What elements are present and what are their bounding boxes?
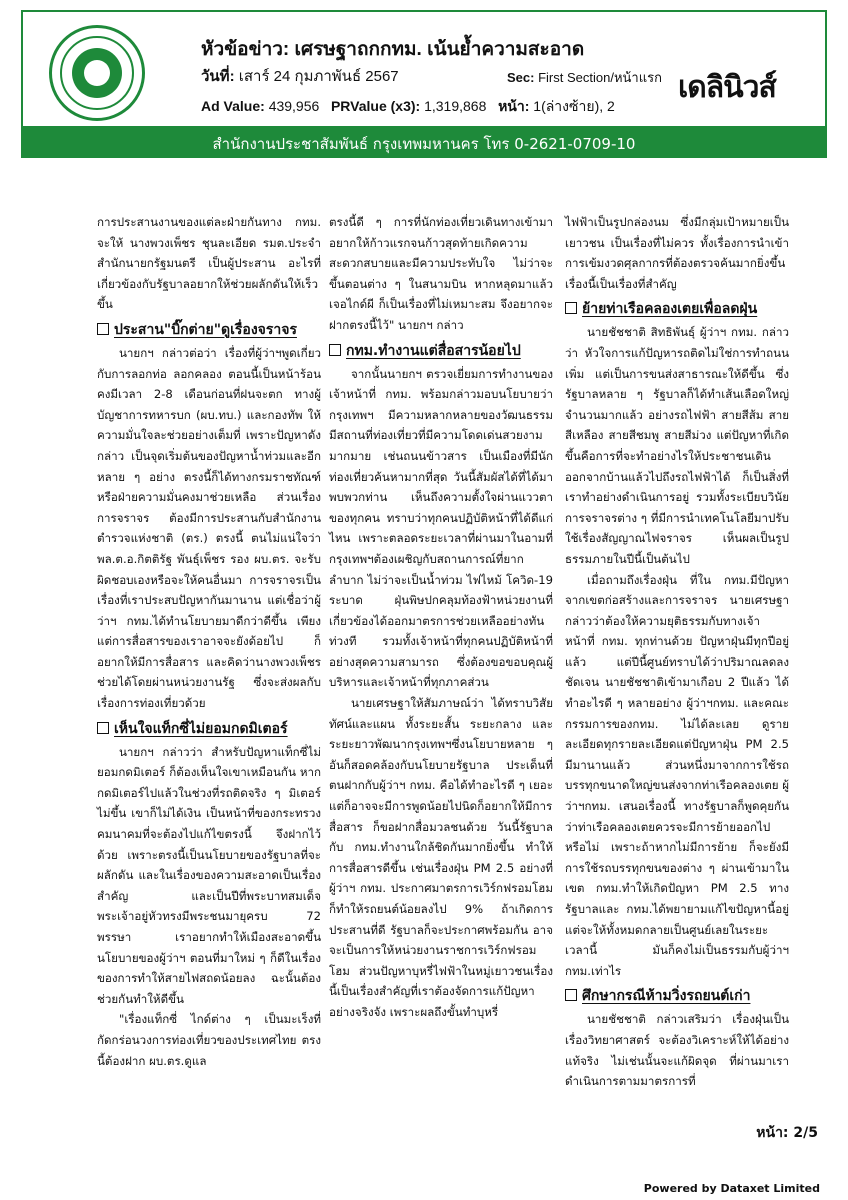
section-label: Sec: [507,70,535,85]
paragraph: เมื่อถามถึงเรื่องฝุ่น ที่ใน กทม.มีปัญหาจากเขตก่อสร้างและการจราจร นายเศรษฐากล่าวว่าต้องให้ความยุติธรรมกับทางเจ้าหน้าที่ กทม. ทุกท่านด้วย ปัญหาฝุ่นมีทุกปีอยู่แล้ว แต่ปีนี้ศูนย์ทราบได้ว่าปริมาณลดลงชัดเจน นายชัชชาติเข้ามาเกือบ 2 ปีแล้ว ได้ทำอะไรดี ๆ หลายอย่าง ผู้ว่าฯกทม. และคณะกรรมการของกทม. ไม่ได้ละเลย ดูรายละเอียดทุกรายละเอียดแต่ปัญหาฝุ่น PM 2.5 มีมานานแล้ว ส่วนหนึ่งมาจากการใช้รถบรรทุกขนาดใหญ่ขนส่งจากท่าเรือคลองเตย ผู้ว่าฯกทม. เสนอเรื่องนี้ ทางรัฐบาลก็พูดคุยกันว่าท่าเรือคลองเตยควรจะมีการย้ายออกไปหรือไม่ เพราะถ้าหากไม่มีการย้าย ก็จะยังมีการใช้รถบรรทุกขนของต่าง ๆ ผ่านเข้ามาในเขต กทม.ทำให้เกิดปัญหา PM 2.5 ทางรัฐบาลและ กทม.ได้พยายามแก้ไขปัญหานี้อยู่ แต่จะให้ทั้งหมดกลายเป็นศูนย์เลยในระยะเวลานี้ มันก็คงไม่เป็นธรรมกับผู้ว่าฯ กทม.เท่าไร [565,572,790,978]
checkbox-square-icon [97,323,109,335]
paragraph: ไฟฟ้าเป็นรูปกล่องนม ซึ่งมีกลุ่มเป้าหมายเป็นเยาวชน เป็นเรื่องที่ไม่ควร ทั้งเรื่องการนำเข้า การเข้มงวดศุลกากรที่ต้องตรวจค้นมากยิ่งขึ้น เรื่องนี้เป็นเรื่องที่สำคัญ [565,215,789,291]
checkbox-square-icon [565,302,577,314]
paragraph: การประสานงานของแต่ละฝ่ายกันทาง กทม. จะให้ นางพวงเพ็ชร ชุนละเอียด รมต.ประจำสำนักนายกรัฐมนตรี เป็นผู้ประสาน อะไรที่เกี่ยวข้องกับรัฐบาลอยากให้ช่วยผลักดันให้เร็วขึ้น [97,215,321,312]
page-number: หน้า: 2/5 [756,1125,818,1141]
paragraph: นายกฯ กล่าวต่อว่า เรื่องที่ผู้ว่าฯพูดเกี่ยวกับการลอกท่อ ลอกคลอง ตอนนี้เป็นหน้าร้อนคงมีเวลา 2-8 เดือนก่อนที่ฝนจะตก ทางผู้บัญชาการทหารบก (ผบ.ทบ.) และกองทัพ ให้ความมั่นใจละช่วยอย่างเต็มที่ เพราะปัญหาดังกล่าว เป็นจุดเริ่มต้นของปัญหาน้ำท่วมและอีกหลาย ๆ อย่าง ตรงนี้ก็ได้ทางกรมราชทัณฑ์หรือฝ่ายความมั่นคงมาช่วยเหลือ ส่วนเรื่องการจราจร ต้องมีการประสานกับสำนักงานตำรวจแห่งชาติ (ตร.) ตรงนี้ ตนไม่แน่ใจว่า พล.ต.อ.กิตติรัฐ พันธุ์เพ็ชร รอง ผบ.ตร. จะรับผิดชอบเองหรือจะให้คนอื่นมา การจราจรเป็นเรื่องที่เราประสบปัญหากันมานาน แต่เชื่อว่าผู้ว่าฯ กทม.ได้ทำนโยบายมาดีกว่าดีขึ้น เพียงแต่การสื่อสารของเราอาจจะยังด้อยไป ก็อยากให้มีการสื่อสาร และคิดว่านางพวงเพ็ชรช่วยได้โดยผ่านหน่วยงานรัฐ ซึ่งจะส่งผลกับเรื่องการท่องเที่ยวด้วย [97,345,321,711]
article-column-1 [97,212,321,1071]
value-row [201,96,615,118]
ad-value-label: Ad Value: [201,98,265,114]
subheading: เห็นใจแท็กซี่ไม่ยอมกดมิเตอร์ [97,718,321,740]
paragraph: นายกฯ กล่าวว่า สำหรับปัญหาแท็กซี่ไม่ยอมกดมิเตอร์ ก็ต้องเห็นใจเขาเหมือนกัน หากกดมิเตอร์ไปแล้วในช่วงที่รถติดจริง ๆ มิเตอร์ไม่ขึ้น เขาก็ไม่ได้เงิน เป็นหน้าที่ของกระทรวงคมนาคมที่จะต้องไปแก้ไขตรงนี้ จึงฝากไว้ด้วย เพราะตรงนี้เป็นนโยบายของรัฐบาลที่จะผลักดัน และในเรื่องของความสะอาดเป็นเรื่องสำคัญ และเป็นปีที่พระบาทสมเด็จพระเจ้าอยู่หัวทรงมีพระชนมายุครบ 72 พรรษา เราอยากทำให้เมืองสะอาดขึ้น นโยบายของผู้ว่าฯ ตอนที่มาใหม่ ๆ ก็ดีในเรื่องของการทำให้สายไฟสถดน้อยลง ฉะนั้นต้องช่วยกันทำให้ดีขึ้น [97,744,321,1006]
subheading: ประสาน"บิ๊กต่าย"ดูเรื่องจราจร [97,319,321,341]
dailynews-brand-logo: เดลินิวส์ [678,70,776,105]
paragraph: นายเศรษฐาให้สัมภาษณ์ว่า ได้ทราบวิสัยทัศน์และแผน ทั้งระยะสั้น ระยะกลาง และระยะยาวพัฒนากรุงเทพฯซึ่งนโยบายหลาย ๆ อันก็สอดคล้องกับนโยบายรัฐบาล ประเด็นที่ตนฝากกับผู้ว่าฯ กทม. คือได้ทำอะไรดี ๆ เยอะ แต่ก็อาจจะมีการพูดน้อยไปนิดก็อยากให้มีการสื่อสาร ก็ขอฝากสื่อมวลชนด้วย วันนี้รัฐบาลกับ กทม.ทำงานใกล้ชิดกันมากยิ่งขึ้น ทำให้การสื่อสารดีขึ้น เช่นเรื่องฝุ่น PM 2.5 อย่างที่ผู้ว่าฯ กทม. ประกาศมาตรการเวิร์กฟรอมโฮม ก็ทำให้รถยนต์น้อยลงไป 9% ถ้าเกิดการประสานที่ดี รัฐบาลก็จะประกาศพร้อมกัน อาจจะเป็นการให้หน่วยงานราชการเวิร์กฟรอมโฮม ส่วนปัญหาบุหรี่ไฟฟ้าในหมู่เยาวชนเรื่องนี้เป็นเรื่องสำคัญที่เราต้องจัดการแก้ปัญหาอย่างจริงจัง เพราะผลถึงขั้นทำบุหรี่ [329,696,553,1019]
office-contact-text: สำนักงานประชาสัมพันธ์ กรุงเทพมหานคร โทร 0-2621-0709-10 [212,135,636,153]
subheading: กทม.ทำงานแต่สื่อสารน้อยไป [329,340,553,362]
paragraph: จากนั้นนายกฯ ตรวจเยี่ยมการทำงานของเจ้าหน้าที่ กทม. พร้อมกล่าวมอบนโยบายว่า กรุงเทพฯ มีความหลากหลายของวัฒนธรรม มีสถานที่ท่องเที่ยวที่มีความโดดเด่นสวยงามมากมาย เช่นถนนข้าวสาร เป็นเมืองที่มีนักท่องเที่ยวค้นหามากที่สุด วันนี้สัมผัสได้ที่ได้มาพบพวกท่าน เห็นถึงความตั้งใจผ่านแววตาของทุกคน ทราบว่าทุกคนปฏิบัติหน้าที่ได้ดีแก่ไหน เพราะตลอดระยะเวลาที่ผ่านมาในอามที่กรุงเทพฯต้องเผชิญกับสถานการณ์ที่ยากลำบาก ไม่ว่าจะเป็นน้ำท่วม ไฟไหม้ โควิด-19 ระบาด ฝุ่นพิษปกคลุมท้องฟ้าหน่วยงานที่เกี่ยวข้องได้ออกมาตรการช่วยเหลืออย่างทันท่วงที รวมทั้งเจ้าหน้าที่ทุกคนปฏิบัติหน้าที่อย่างสุดความสามารถ ซึ่งต้องขอขอบคุณผู้บริหารและเจ้าหน้าที่ทุกภาคส่วน [329,366,553,690]
article-column-3 [565,212,789,1092]
checkbox-square-icon [97,722,109,734]
paragraph: ตรงนี้ดี ๆ การที่นักท่องเที่ยวเดินทางเข้ามาอยากให้ก้าวแรกจนก้าวสุดท้ายเกิดความสะดวกสบายและมีความประทับใจ ไม่ว่าจะขึ้นตอนต่าง ๆ ในสนามบิน หากหลุดมาแล้วเจอไกด์ผี ก็เป็นเรื่องที่ไม่เหมาะสม จึงอยากจะฝากตรงนี้ไว้" นายกฯ กล่าว [329,215,553,332]
clipping-header [21,10,827,128]
pr-value-label: PRValue (x3): [330,98,421,114]
subheading: ศึกษากรณีห้ามวิ่งรถยนต์เก่า [565,985,789,1007]
subheading: ย้ายท่าเรือคลองเตยเพื่อลดฝุ่น [565,298,789,320]
pr-value: 1,319,868 [424,98,487,114]
powered-by-credit: Powered by Dataxet Limited [643,1182,820,1195]
headline-label: หัวข้อข่าว: [201,39,290,60]
headline-row [201,34,584,64]
paragraph: นายชัชชาติ กล่าวเสริมว่า เรื่องฝุ่นเป็นเรื่องวิทยาศาสตร์ จะต้องวิเคราะห์ให้ได้อย่างแท้จริง ไม่เช่นนั้นจะแก้ผิดจุด ที่ผ่านมาเราดำเนินการตามมาตรการที่ [565,1012,789,1089]
page-ref: 1(ล่างซ้าย), 2 [533,98,615,114]
paragraph: นายชัชชาติ สิทธิพันธุ์ ผู้ว่าฯ กทม. กล่าวว่า หัวใจการแก้ปัญหารถติดไม่ใช่การทำถนนเพิ่ม แต่เป็นการขนส่งสาธารณะให้ดีขึ้น ซึ่งรัฐบาลหลาย ๆ รัฐบาลก็ได้ทำเส้นเลือดใหญ่จำนวนมากแล้ว อย่างรถไฟฟ้า สายสีส้ม สายสีเหลือง สายสีชมพู สายสีม่วง แต่ปัญหาที่เกิดขึ้นคือการที่จะทำอย่างไรให้ประชาชนเดินออกจากบ้านแล้วไปถึงรถไฟฟ้าได้ ก็เป็นสิ่งที่เราทำอย่างดำเนินการอยู่ รวมทั้งระเบียบวินัยการจราจรต่าง ๆ ที่มีการนำเทคโนโลยีมาปรับใช้เรื่องสัญญาณไฟจราจร เห็นผลเป็นรูปธรรมภายในปีนี้เป็นต้นไป [565,325,789,566]
bma-seal-logo [49,25,145,121]
office-contact-bar [21,126,827,158]
article-column-2 [329,212,553,1023]
headline-text: เศรษฐาถกกทม. เน้นย้ำความสะอาด [294,39,585,60]
date-value: เสาร์ 24 กุมภาพันธ์ 2567 [238,68,399,85]
ad-value: 439,956 [268,98,320,114]
section-value: First Section/หน้าแรก [538,70,662,85]
section-row [507,67,662,88]
checkbox-square-icon [565,989,577,1001]
page-label: หน้า: [498,98,530,114]
checkbox-square-icon [329,344,341,356]
paragraph: "เรื่องแท็กซี่ ไกด์ต่าง ๆ เป็นมะเร็งที่กัดกร่อนวงการท่องเที่ยวของประเทศไทย ตรงนี้ต้องฝาก ผบ.ตร.ดูแล [97,1012,321,1068]
date-label: วันที่: [201,68,235,85]
date-row [201,64,399,88]
